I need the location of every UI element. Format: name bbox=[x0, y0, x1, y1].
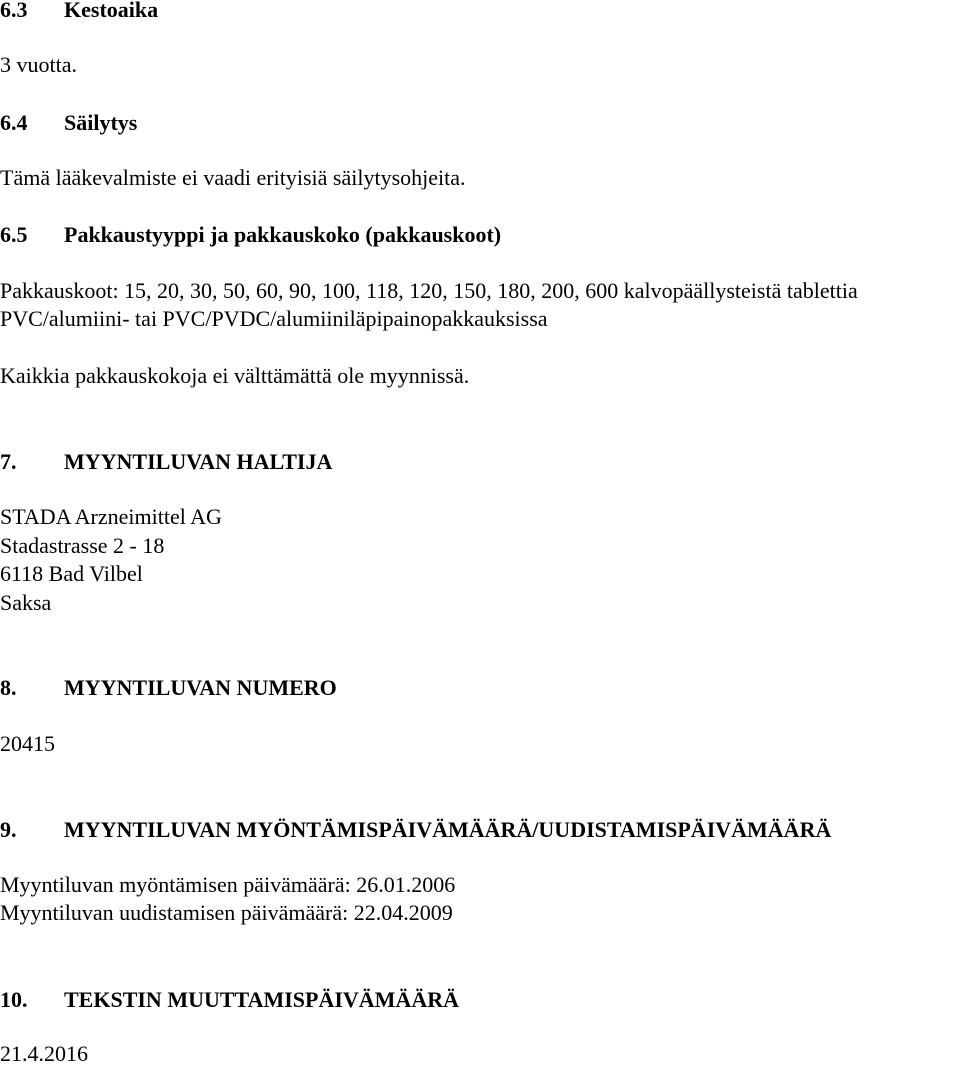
renewal-date: Myyntiluvan uudistamisen päivämäärä: 22.04.2009 bbox=[0, 900, 453, 925]
availability-note: Kaikkia pakkauskokoja ei välttämättä ole myynnissä. bbox=[0, 363, 470, 388]
section-title: Pakkaustyyppi ja pakkauskoko (pakkauskoot) bbox=[64, 222, 502, 247]
holder-country: Saksa bbox=[0, 590, 52, 615]
section-title: MYYNTILUVAN MYÖNTÄMISPÄIVÄMÄÄRÄ/UUDISTAMISPÄIVÄMÄÄRÄ bbox=[64, 817, 832, 842]
section-number: 10. bbox=[0, 987, 28, 1012]
section-title: TEKSTIN MUUTTAMISPÄIVÄMÄÄRÄ bbox=[64, 987, 460, 1012]
revision-date: 21.4.2016 bbox=[0, 1041, 88, 1066]
section-6-3-body: 3 vuotta. bbox=[0, 52, 77, 77]
section-6-5-heading bbox=[0, 222, 501, 248]
section-title: MYYNTILUVAN NUMERO bbox=[64, 675, 337, 700]
holder-street: Stadastrasse 2 - 18 bbox=[0, 533, 165, 558]
section-number: 9. bbox=[0, 817, 17, 842]
section-8-heading bbox=[0, 675, 337, 701]
section-6-3-heading bbox=[0, 0, 158, 23]
section-6-4-body: Tämä lääkevalmiste ei vaadi erityisiä säilytysohjeita. bbox=[0, 165, 466, 190]
holder-name: STADA Arzneimittel AG bbox=[0, 504, 222, 529]
section-title: Kestoaika bbox=[64, 0, 159, 22]
section-6-4-heading bbox=[0, 110, 137, 136]
section-number: 6.5 bbox=[0, 222, 28, 247]
section-title: Säilytys bbox=[64, 110, 138, 135]
section-10-heading bbox=[0, 987, 459, 1013]
holder-city: 6118 Bad Vilbel bbox=[0, 561, 143, 586]
package-type-line: PVC/alumiini- tai PVC/PVDC/alumiiniläpipainopakkauksissa bbox=[0, 306, 548, 331]
section-number: 8. bbox=[0, 675, 17, 700]
package-sizes-line: Pakkauskoot: 15, 20, 30, 50, 60, 90, 100, 118, 120, 150, 180, 200, 600 kalvopäällysteistä tablettia bbox=[0, 278, 858, 303]
first-authorisation-date: Myyntiluvan myöntämisen päivämäärä: 26.01.2006 bbox=[0, 872, 456, 897]
section-number: 6.3 bbox=[0, 0, 28, 22]
section-number: 6.4 bbox=[0, 110, 28, 135]
section-9-heading bbox=[0, 817, 831, 843]
authorisation-number: 20415 bbox=[0, 731, 55, 756]
section-7-heading bbox=[0, 449, 332, 475]
section-title: MYYNTILUVAN HALTIJA bbox=[64, 449, 333, 474]
section-number: 7. bbox=[0, 449, 17, 474]
